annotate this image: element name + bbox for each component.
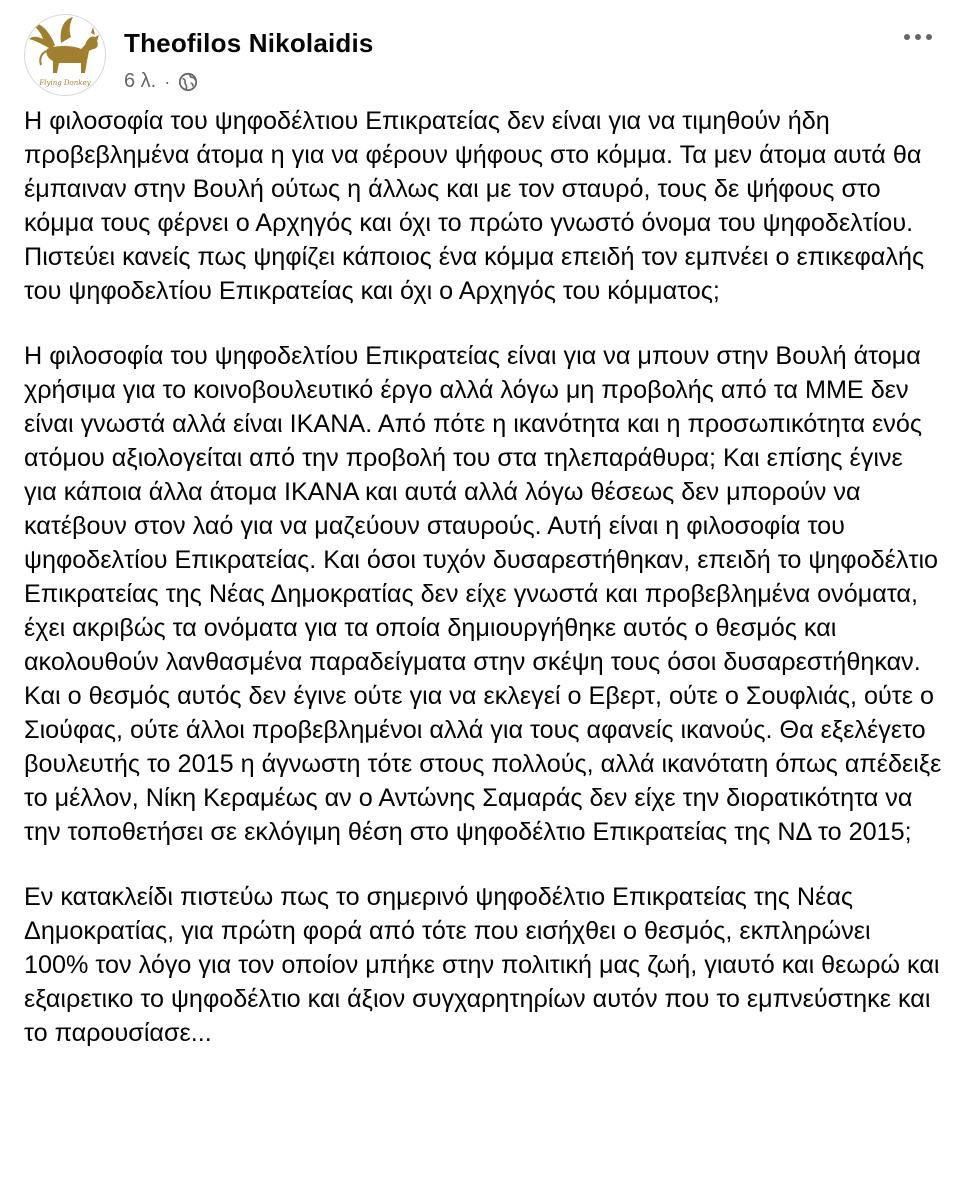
flying-donkey-logo	[25, 15, 105, 95]
post-meta	[124, 70, 198, 93]
post-paragraph-2: Η φιλοσοφία του ψηφοδελτίου Επικρατείας είναι για να μπουν στην Βουλή άτομα χρήσιμα για το κοινοβουλευτικό έργο αλλά λόγω μη προβολής από τα ΜΜΕ δεν είναι γνωστά αλλά είναι ΙΚΑΝΑ. Από πότε η ικανότητα και η προσωπικότητα ενός ατόμου αξιολογείται από την προβολή του στα τηλεπαράθυρα; Και επίσης έγινε για κάποια άλλα άτομα ΙΚΑΝΑ και αυτά αλλά λόγω θέσεως δεν μπορούν να κατέβουν στον λαό για να μαζεύουν σταυρούς. Αυτή είναι η φιλοσοφία του ψηφοδελτίου Επικρατείας. Και όσοι τυχόν δυσαρεστήθηκαν, επειδή το ψηφοδέλτιο Επικρατείας της Νέας Δημοκρατίας δεν είχε γνωστά και προβεβλημένα ονόματα, έχει ακριβώς τα ονόματα για τα οποία δημιουργήθηκε αυτός ο θεσμός και ακολουθούν λανθασμένα παραδείγματα στην σκέψη τους όσοι δυσαρεστήθηκαν. Και ο θεσμός αυτός δεν έγινε ούτε για να εκλεγεί ο Εβερτ, ούτε ο Σουφλιάς, ούτε ο Σιούφας, ούτε άλλοι προβεβλημένοι αλλά για τους αφανείς ικανούς. Θα εξελέγετο βουλευτής το 2015 η άγνωστη τότε στους πολλούς, αλλά ικανότατη όπως απέδειξε το μέλλον, Νίκη Κεραμέως αν ο Αντώνης Σαμαράς δεν είχε την διορατικότητα να την τοποθετήσει σε εκλόγιμη θέση στο ψηφοδέλτιο Επικρατείας της ΝΔ το 2015;	[24, 342, 942, 846]
post-paragraph-3: Εν κατακλείδι πιστεύω πως το σημερινό ψηφοδέλτιο Επικρατείας της Νέας Δημοκρατίας, για πρώτη φορά από τότε που εισήχθει ο θεσμός, εκπληρώνει 100% τον λόγο για τον οποίον μπήκε στην πολιτική μας ζωή, γιαυτό και θεωρώ και εξαιρετικο το ψηφοδέλτιο και άξιον συγχαρητηρίων αυτόν που το εμπνεύστηκε και το παρουσίασε...	[24, 883, 940, 1047]
meta-separator: ·	[164, 71, 171, 92]
author-name[interactable]: Theofilos Nikolaidis	[124, 28, 374, 58]
more-dots-icon[interactable]	[900, 22, 936, 52]
globe-icon[interactable]	[178, 72, 198, 92]
avatar-logo-text: Flying Donkey	[39, 79, 91, 87]
post-paragraph-1: Η φιλοσοφία του ψηφοδέλτιου Επικρατείας δεν είναι για να τιμηθούν ήδη προβεβλημένα άτομα η για να φέρουν ψήφους στο κόμμα. Τα μεν άτομα αυτά θα έμπαιναν στην Βουλή ούτως η άλλως και με τον σταυρό, τους δε ψήφους στο κόμμα τους φέρνει ο Αρχηγός και όχι το πρώτο γνωστό όνομα του ψηφοδελτίου. Πιστεύει κανείς πως ψηφίζει κάποιος ένα κόμμα επειδή τον εμπνέει ο επικεφαλής του ψηφοδελτίου Επικρατείας και όχι ο Αρχηγός του κόμματος;	[24, 107, 925, 305]
post-header	[24, 14, 942, 106]
post-body	[24, 104, 942, 1081]
post-timestamp[interactable]: 6 λ.	[124, 70, 157, 92]
avatar[interactable]	[24, 14, 106, 96]
